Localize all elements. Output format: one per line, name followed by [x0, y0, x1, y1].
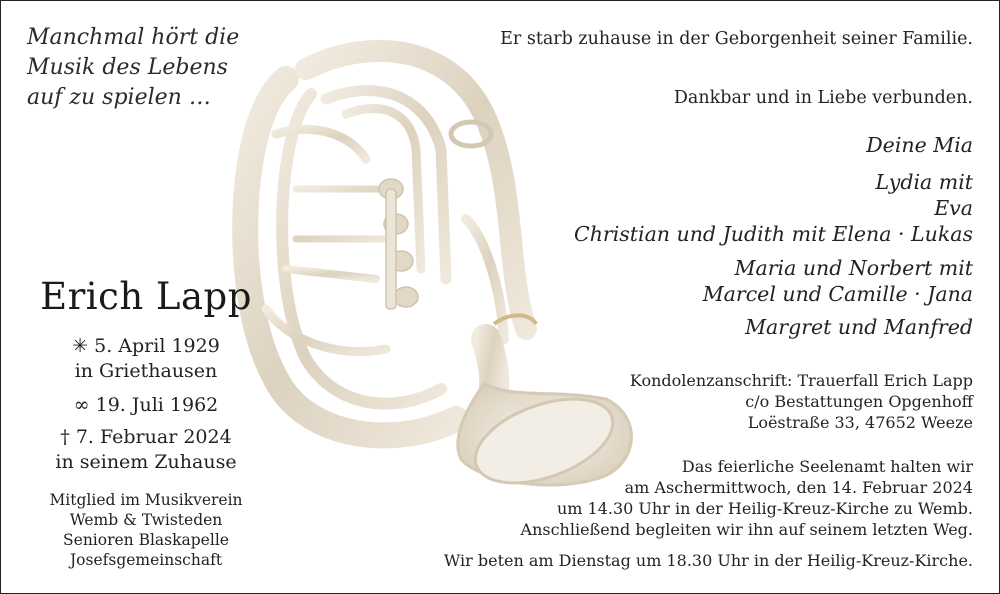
quote-line: Musik des Lebens [27, 55, 228, 80]
deceased-name: Erich Lapp [40, 275, 252, 318]
membership-line: Mitglied im Musikverein [49, 491, 243, 509]
family-line: Marcel und Camille · Jana [702, 282, 973, 306]
intro-line: Er starb zuhause in der Geborgenheit seiner Familie. [500, 29, 973, 49]
membership-line: Josefsgemeinschaft [69, 551, 223, 569]
birth-place: in Griethausen [74, 360, 218, 382]
family-group-1 [574, 169, 973, 247]
birth-info [1, 334, 291, 384]
address-line: Kondolenzanschrift: Trauerfall Erich Lapp [629, 371, 973, 390]
marriage-date: ∞ 19. Juli 1962 [73, 394, 219, 416]
address-line: c/o Bestattungen Opgenhoff [745, 392, 973, 411]
birth-date: ✳ 5. April 1929 [72, 335, 220, 357]
funeral-service-info [521, 456, 973, 540]
prayer-service-line: Wir beten am Dienstag um 18.30 Uhr in der Heilig-Kreuz-Kirche. [443, 551, 973, 570]
quote-line: auf zu spielen … [27, 85, 211, 110]
service-line: Das feierliche Seelenamt halten wir [681, 457, 973, 476]
quote-line: Manchmal hört die [27, 25, 240, 50]
family-line: Eva [934, 196, 973, 220]
condolence-address [630, 370, 973, 433]
family-group-3: Margret und Manfred [745, 315, 973, 339]
membership-line: Wemb & Twisteden [69, 511, 223, 529]
death-place: in seinem Zuhause [55, 451, 237, 473]
thanks-line: Dankbar und in Liebe verbunden. [673, 88, 973, 108]
death-info [1, 425, 291, 475]
service-line: am Aschermittwoch, den 14. Februar 2024 [624, 478, 973, 497]
family-line: Christian und Judith mit Elena · Lukas [574, 222, 973, 246]
family-line: Lydia mit [875, 170, 973, 194]
family-spouse: Deine Mia [866, 133, 973, 157]
service-line: um 14.30 Uhr in der Heilig-Kreuz-Kirche zu Wemb. [556, 499, 973, 518]
family-group-2 [703, 255, 973, 307]
address-line: Loëstraße 33, 47652 Weeze [747, 413, 973, 432]
death-date: † 7. Februar 2024 [60, 426, 232, 448]
family-line: Maria und Norbert mit [734, 256, 973, 280]
epigraph-quote [27, 23, 239, 113]
membership-line: Senioren Blaskapelle [63, 531, 229, 549]
service-line: Anschließend begleiten wir ihn auf seinem letzten Weg. [520, 520, 973, 539]
memberships [1, 490, 291, 570]
